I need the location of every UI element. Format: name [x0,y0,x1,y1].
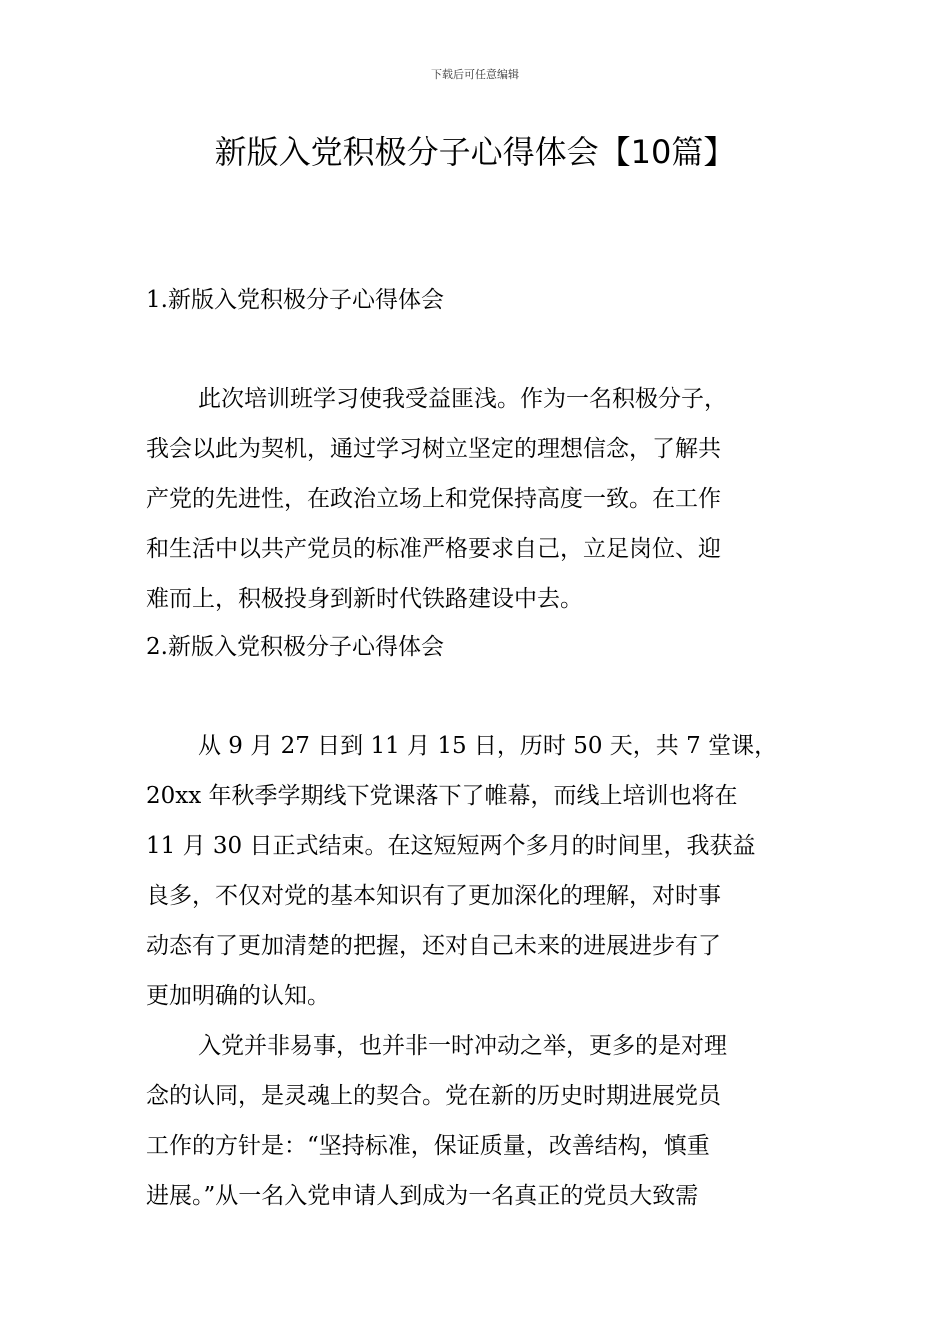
document-title: 新版入党积极分子心得体会【10篇】 [214,133,736,171]
paragraph-line: 20xx 年秋季学期线下党课落下了帷幕，而线上培训也将在 [146,783,738,809]
section-2-paragraph-1 [146,721,816,1021]
paragraph-line: 11 月 30 日正式结束。在这短短两个多月的时间里，我获益 [146,833,756,859]
paragraph-line: 此次培训班学习使我受益匪浅。作为一名积极分子， [198,386,727,412]
paragraph-line: 进展。”从一名入党申请人到成为一名真正的党员大致需 [146,1183,699,1209]
header-note: 下载后可任意编辑 [431,68,519,81]
paragraph-line: 更加明确的认知。 [146,983,330,1009]
paragraph-line: 和生活中以共产党员的标准严格要求自己，立足岗位、迎 [146,536,721,562]
paragraph-line: 工作的方针是：“坚持标准，保证质量，改善结构，慎重 [146,1133,710,1159]
paragraph-line: 良多，不仅对党的基本知识有了更加深化的理解，对时事 [146,883,721,909]
section-1-paragraph-1 [146,374,816,624]
paragraph-line: 念的认同，是灵魂上的契合。党在新的历史时期进展党员 [146,1083,721,1109]
paragraph-line: 我会以此为契机，通过学习树立坚定的理想信念，了解共 [146,436,721,462]
section-1-heading: 1.新版入党积极分子心得体会 [146,287,444,313]
paragraph-line: 入党并非易事，也并非一时冲动之举，更多的是对理 [198,1033,727,1059]
section-2-heading: 2.新版入党积极分子心得体会 [146,634,444,660]
paragraph-line: 动态有了更加清楚的把握，还对自己未来的进展进步有了 [146,933,721,959]
paragraph-line: 难而上，积极投身到新时代铁路建设中去。 [146,586,583,612]
paragraph-line: 产党的先进性，在政治立场上和党保持高度一致。在工作 [146,486,721,512]
paragraph-line: 从 9 月 27 日到 11 月 15 日，历时 50 天，共 7 堂课， [198,733,778,759]
section-2-paragraph-2 [146,1021,816,1221]
